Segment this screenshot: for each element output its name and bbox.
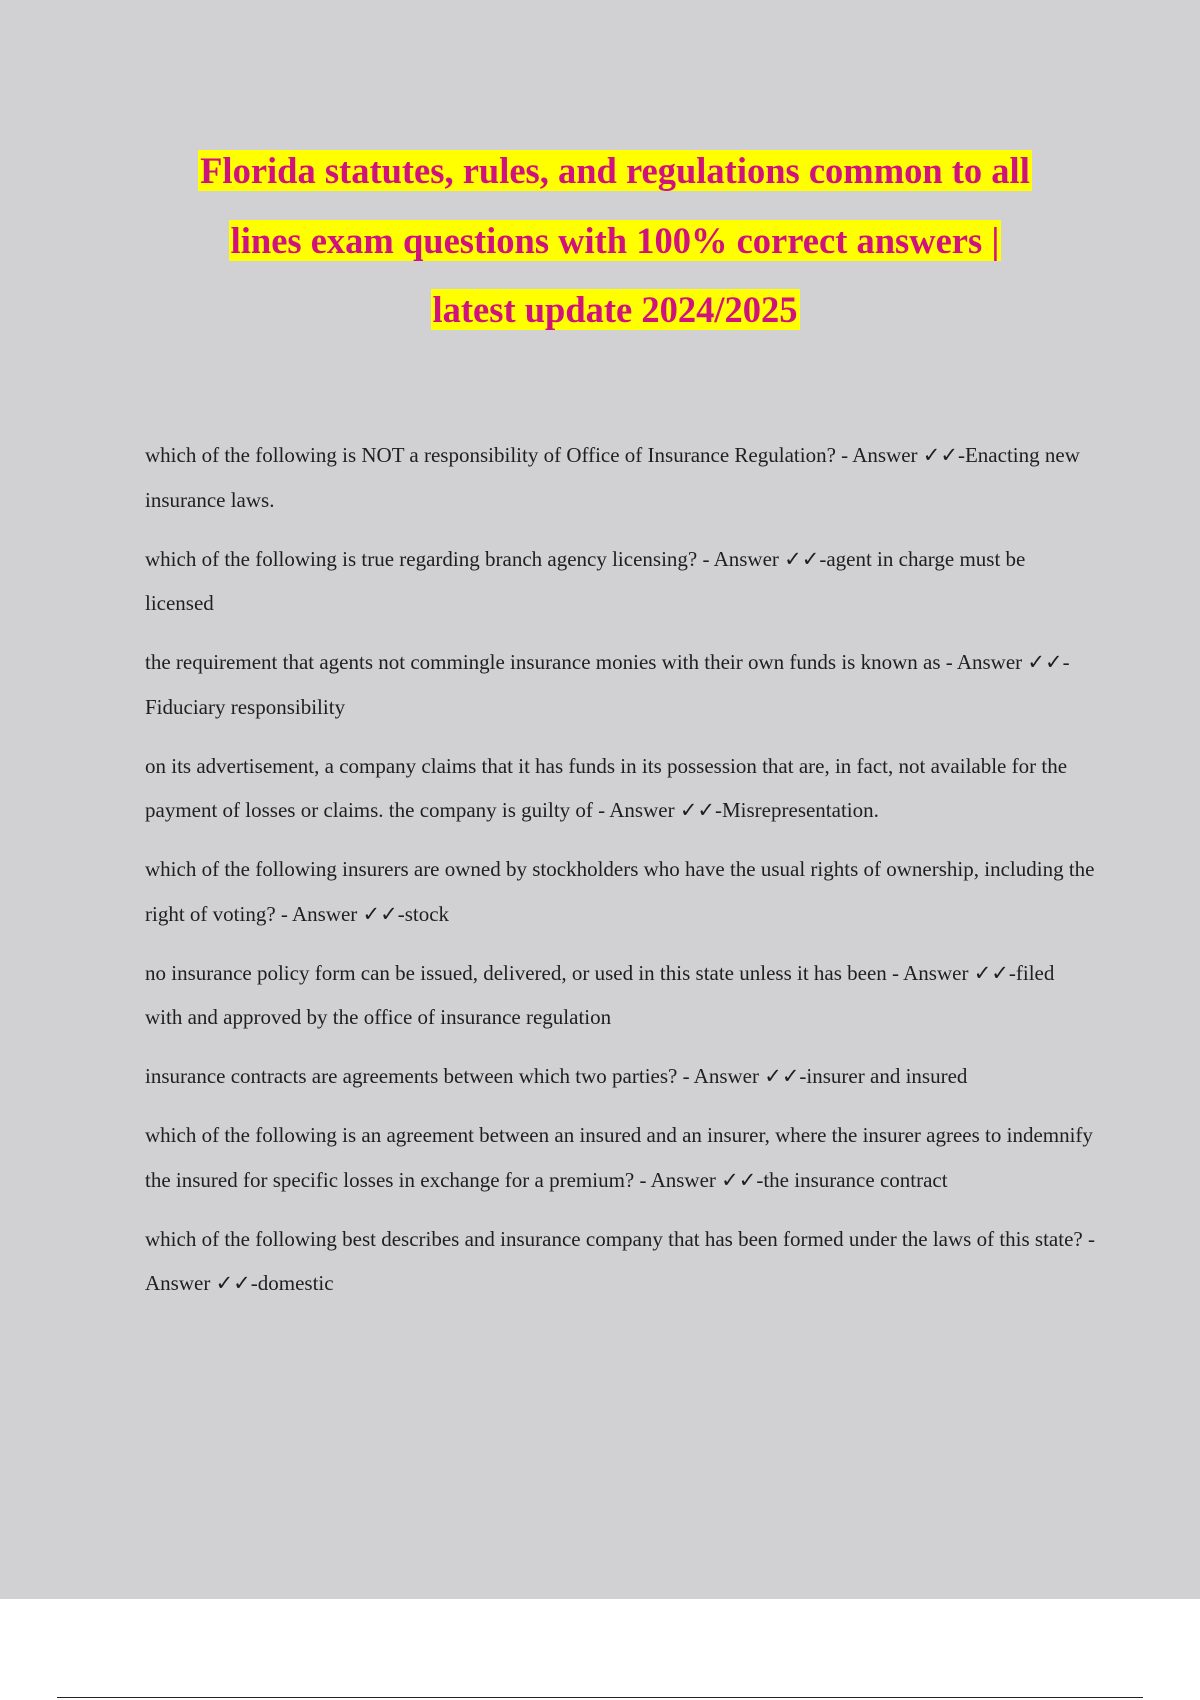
qa-item-5: which of the following insurers are owned by stockholders who have the usual rights of ownership, including the right of voting? - Answer ✓✓-stock: [145, 857, 1095, 926]
qa-item-7: insurance contracts are agreements between which two parties? - Answer ✓✓-insurer and insured: [145, 1064, 968, 1088]
qa-item-1: which of the following is NOT a responsibility of Office of Insurance Regulation? - Answer ✓✓-Enacting new insurance laws.: [145, 443, 1080, 512]
qa-item-8: which of the following is an agreement between an insured and an insurer, where the insurer agrees to indemnify the insured for specific losses in exchange for a premium? - Answer ✓✓-the insurance contract: [145, 1123, 1093, 1192]
title-line-2: lines exam questions with 100% correct answers |: [230, 219, 1000, 261]
qa-item-2: which of the following is true regarding branch agency licensing? - Answer ✓✓-agent in charge must be licensed: [145, 546, 1026, 615]
document-title: [140, 136, 1090, 345]
page-bottom-rule: [57, 1697, 1143, 1698]
qa-item-4: on its advertisement, a company claims that it has funds in its possession that are, in fact, not available for the payment of losses or claims. the company is guilty of - Answer ✓✓-Misrepresentation.: [145, 753, 1068, 822]
question-answer-list: [145, 433, 1095, 1320]
qa-item-6: no insurance policy form can be issued, delivered, or used in this state unless it has been - Answer ✓✓-filed with and approved by the office of insurance regulation: [145, 960, 1055, 1029]
title-block: [140, 136, 1090, 345]
qa-item-3: the requirement that agents not commingle insurance monies with their own funds is known as - Answer ✓✓-Fiduciary responsibility: [145, 650, 1070, 719]
qa-item-9: which of the following best describes and insurance company that has been formed under the laws of this state? - Answer ✓✓-domestic: [145, 1226, 1095, 1295]
title-line-3: latest update 2024/2025: [432, 289, 798, 330]
title-line-1: Florida statutes, rules, and regulations common to all: [200, 150, 1030, 191]
